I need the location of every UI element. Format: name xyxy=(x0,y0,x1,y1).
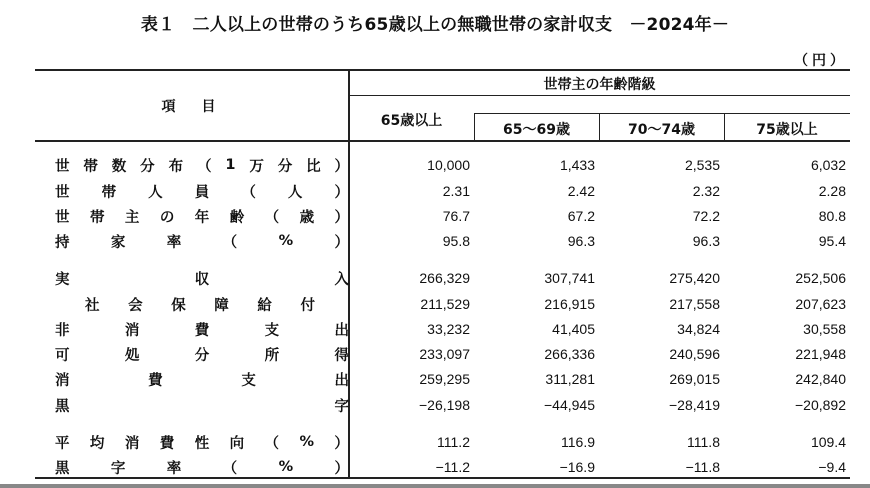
row-label xyxy=(55,455,349,480)
table-row xyxy=(35,292,850,317)
label-char: 給 xyxy=(257,297,272,314)
table-row xyxy=(35,393,850,418)
label-char: % xyxy=(299,434,314,451)
label-char: 主 xyxy=(124,209,140,226)
label-char: 帯 xyxy=(89,209,105,226)
label-char: 黒 xyxy=(55,460,70,477)
cell-value: 2.42 xyxy=(567,183,595,200)
cell-value: 307,741 xyxy=(544,270,595,287)
label-char: 人 xyxy=(148,184,163,201)
row-label xyxy=(55,317,349,342)
bottom-band xyxy=(0,484,870,488)
label-char: 付 xyxy=(300,297,315,314)
label-char: 字 xyxy=(110,460,126,477)
label-char: 実 xyxy=(55,271,70,288)
cell-value: 266,336 xyxy=(544,346,595,363)
label-char: 万 xyxy=(249,158,264,175)
cell-value: 1,433 xyxy=(559,157,595,174)
row-label xyxy=(55,266,349,291)
unit-label: （円） xyxy=(794,53,848,69)
label-char: （ xyxy=(222,234,238,251)
cell-value: 34,824 xyxy=(677,321,720,338)
label-char: ） xyxy=(334,234,349,251)
label-char: 可 xyxy=(55,347,70,364)
label-char: 世 xyxy=(55,184,70,201)
cell-value: 111.8 xyxy=(687,434,720,451)
cell-value: 116.9 xyxy=(561,434,595,451)
label-char: 入 xyxy=(334,271,349,288)
label-char: 帯 xyxy=(101,184,117,201)
cell-value: −20,892 xyxy=(795,397,846,414)
label-char: 向 xyxy=(229,435,245,452)
label-char: ） xyxy=(334,158,349,175)
label-char: % xyxy=(278,459,294,476)
cell-value: −26,198 xyxy=(419,397,470,414)
label-char: 分 xyxy=(140,158,155,175)
label-char: 黒 xyxy=(55,398,70,415)
cell-value: 109.4 xyxy=(810,434,846,451)
table-row xyxy=(35,430,850,455)
cell-value: 95.8 xyxy=(442,233,470,250)
label-char: 年 xyxy=(194,209,210,226)
label-char: 比 xyxy=(306,158,321,175)
cell-value: 252,506 xyxy=(795,270,846,287)
cell-value: 6,032 xyxy=(810,157,846,174)
label-char: 得 xyxy=(334,347,349,364)
cell-value: 10,000 xyxy=(427,157,470,174)
subcolumn-header-divider xyxy=(474,113,850,114)
column-header-65plus: 65歳以上 xyxy=(380,113,443,129)
label-char: 支 xyxy=(241,372,256,389)
label-char: 消 xyxy=(55,372,70,389)
label-char: 世 xyxy=(55,209,70,226)
cell-value: 240,596 xyxy=(669,346,720,363)
label-char: 分 xyxy=(277,158,293,175)
label-char: の xyxy=(159,209,175,226)
label-char: 世 xyxy=(55,158,70,175)
cell-value: −44,945 xyxy=(544,397,595,414)
row-label xyxy=(55,204,349,229)
cell-value: 269,015 xyxy=(669,371,720,388)
label-char: 持 xyxy=(55,234,70,251)
table-row xyxy=(35,179,850,204)
row-label xyxy=(55,430,349,455)
label-char: 家 xyxy=(110,234,126,251)
label-char: 収 xyxy=(194,271,210,288)
cell-value: 2.28 xyxy=(818,183,846,200)
cell-value: 80.8 xyxy=(818,208,846,225)
label-char: 処 xyxy=(124,347,140,364)
row-label xyxy=(55,179,349,204)
label-char: % xyxy=(278,233,294,250)
label-char: 消 xyxy=(124,322,140,339)
column-header-75plus: 75歳以上 xyxy=(756,122,818,138)
label-char: ） xyxy=(334,460,349,477)
cell-value: 67.2 xyxy=(567,208,595,225)
label-char: 費 xyxy=(194,322,210,339)
table-row xyxy=(35,317,850,342)
cell-value: 233,097 xyxy=(419,346,470,363)
group-header-divider xyxy=(349,95,850,96)
table-title: 表１ 二人以上の世帯のうち65歳以上の無職世帯の家計収支 －2024年－ xyxy=(140,15,730,35)
label-char: 会 xyxy=(128,297,143,314)
label-char: （ xyxy=(264,435,280,452)
table-row xyxy=(35,229,850,254)
cell-value: 76.7 xyxy=(442,208,470,225)
label-char: 歳 xyxy=(299,209,315,226)
label-char: 社 xyxy=(85,297,100,314)
label-char: 員 xyxy=(194,184,210,201)
cell-value: 96.3 xyxy=(567,233,595,250)
label-char: 性 xyxy=(194,435,210,452)
cell-value: 41,405 xyxy=(552,321,595,338)
label-char: 消 xyxy=(124,435,140,452)
cell-value: 2,535 xyxy=(684,157,720,174)
cell-value: 96.3 xyxy=(692,233,720,250)
label-char: 費 xyxy=(159,435,175,452)
label-char: （ xyxy=(241,184,256,201)
label-char: 率 xyxy=(166,234,182,251)
label-char: 分 xyxy=(194,347,210,364)
cell-value: 30,558 xyxy=(803,321,846,338)
row-label xyxy=(55,229,349,254)
table-row xyxy=(35,367,850,392)
label-char: 所 xyxy=(264,347,280,364)
label-char: ） xyxy=(334,435,349,452)
label-char: 帯 xyxy=(83,158,98,175)
table-row xyxy=(35,204,850,229)
row-label xyxy=(55,393,349,418)
cell-value: 266,329 xyxy=(419,270,470,287)
row-label xyxy=(55,342,349,367)
header-bottom-border xyxy=(35,140,850,142)
cell-value: 221,948 xyxy=(795,346,846,363)
label-char: 1 xyxy=(225,157,236,174)
cell-value: 211,529 xyxy=(420,296,470,313)
label-char: 字 xyxy=(334,398,349,415)
table-row xyxy=(35,455,850,480)
table-top-border xyxy=(35,69,850,71)
label-char: （ xyxy=(264,209,280,226)
label-char: 出 xyxy=(334,372,349,389)
label-char: 支 xyxy=(264,322,280,339)
cell-value: 72.2 xyxy=(692,208,720,225)
column-header-65-69: 65～69歳 xyxy=(503,122,570,138)
label-char: （ xyxy=(222,460,238,477)
label-char: ） xyxy=(334,209,349,226)
cell-value: −16.9 xyxy=(559,459,595,476)
label-char: 率 xyxy=(166,460,182,477)
cell-value: 242,840 xyxy=(795,371,846,388)
label-char: 非 xyxy=(55,322,70,339)
table-row xyxy=(35,266,850,291)
row-label xyxy=(55,153,349,178)
cell-value: 259,295 xyxy=(419,371,470,388)
label-char: 費 xyxy=(148,372,163,389)
column-header-70-74: 70～74歳 xyxy=(628,122,695,138)
label-char: 人 xyxy=(287,184,303,201)
label-char: 均 xyxy=(89,435,105,452)
age-group-header: 世帯主の年齢階級 xyxy=(543,77,656,93)
cell-value: 217,558 xyxy=(669,296,720,313)
label-char: 出 xyxy=(334,322,349,339)
label-char: 齢 xyxy=(229,209,245,226)
cell-value: 2.32 xyxy=(692,183,720,200)
cell-value: −28,419 xyxy=(669,397,720,414)
cell-value: 216,915 xyxy=(544,296,595,313)
row-label xyxy=(55,367,349,392)
table-row xyxy=(35,153,850,178)
cell-value: −9.4 xyxy=(818,459,846,476)
cell-value: −11.8 xyxy=(685,459,720,476)
cell-value: 95.4 xyxy=(818,233,846,250)
cell-value: 311,281 xyxy=(545,371,595,388)
cell-value: 33,232 xyxy=(427,321,470,338)
cell-value: 111.2 xyxy=(437,434,470,451)
table-row xyxy=(35,342,850,367)
cell-value: 275,420 xyxy=(669,270,720,287)
row-label xyxy=(85,292,315,317)
label-char: 保 xyxy=(171,297,186,314)
cell-value: −11.2 xyxy=(435,459,470,476)
label-char: 障 xyxy=(214,297,229,314)
label-char: 布 xyxy=(168,158,184,175)
item-header: 項 目 xyxy=(161,99,222,115)
label-char: ） xyxy=(334,184,349,201)
label-char: 平 xyxy=(55,435,70,452)
label-char: 数 xyxy=(111,158,127,175)
cell-value: 2.31 xyxy=(442,183,470,200)
label-char: （ xyxy=(196,158,212,175)
cell-value: 207,623 xyxy=(795,296,846,313)
